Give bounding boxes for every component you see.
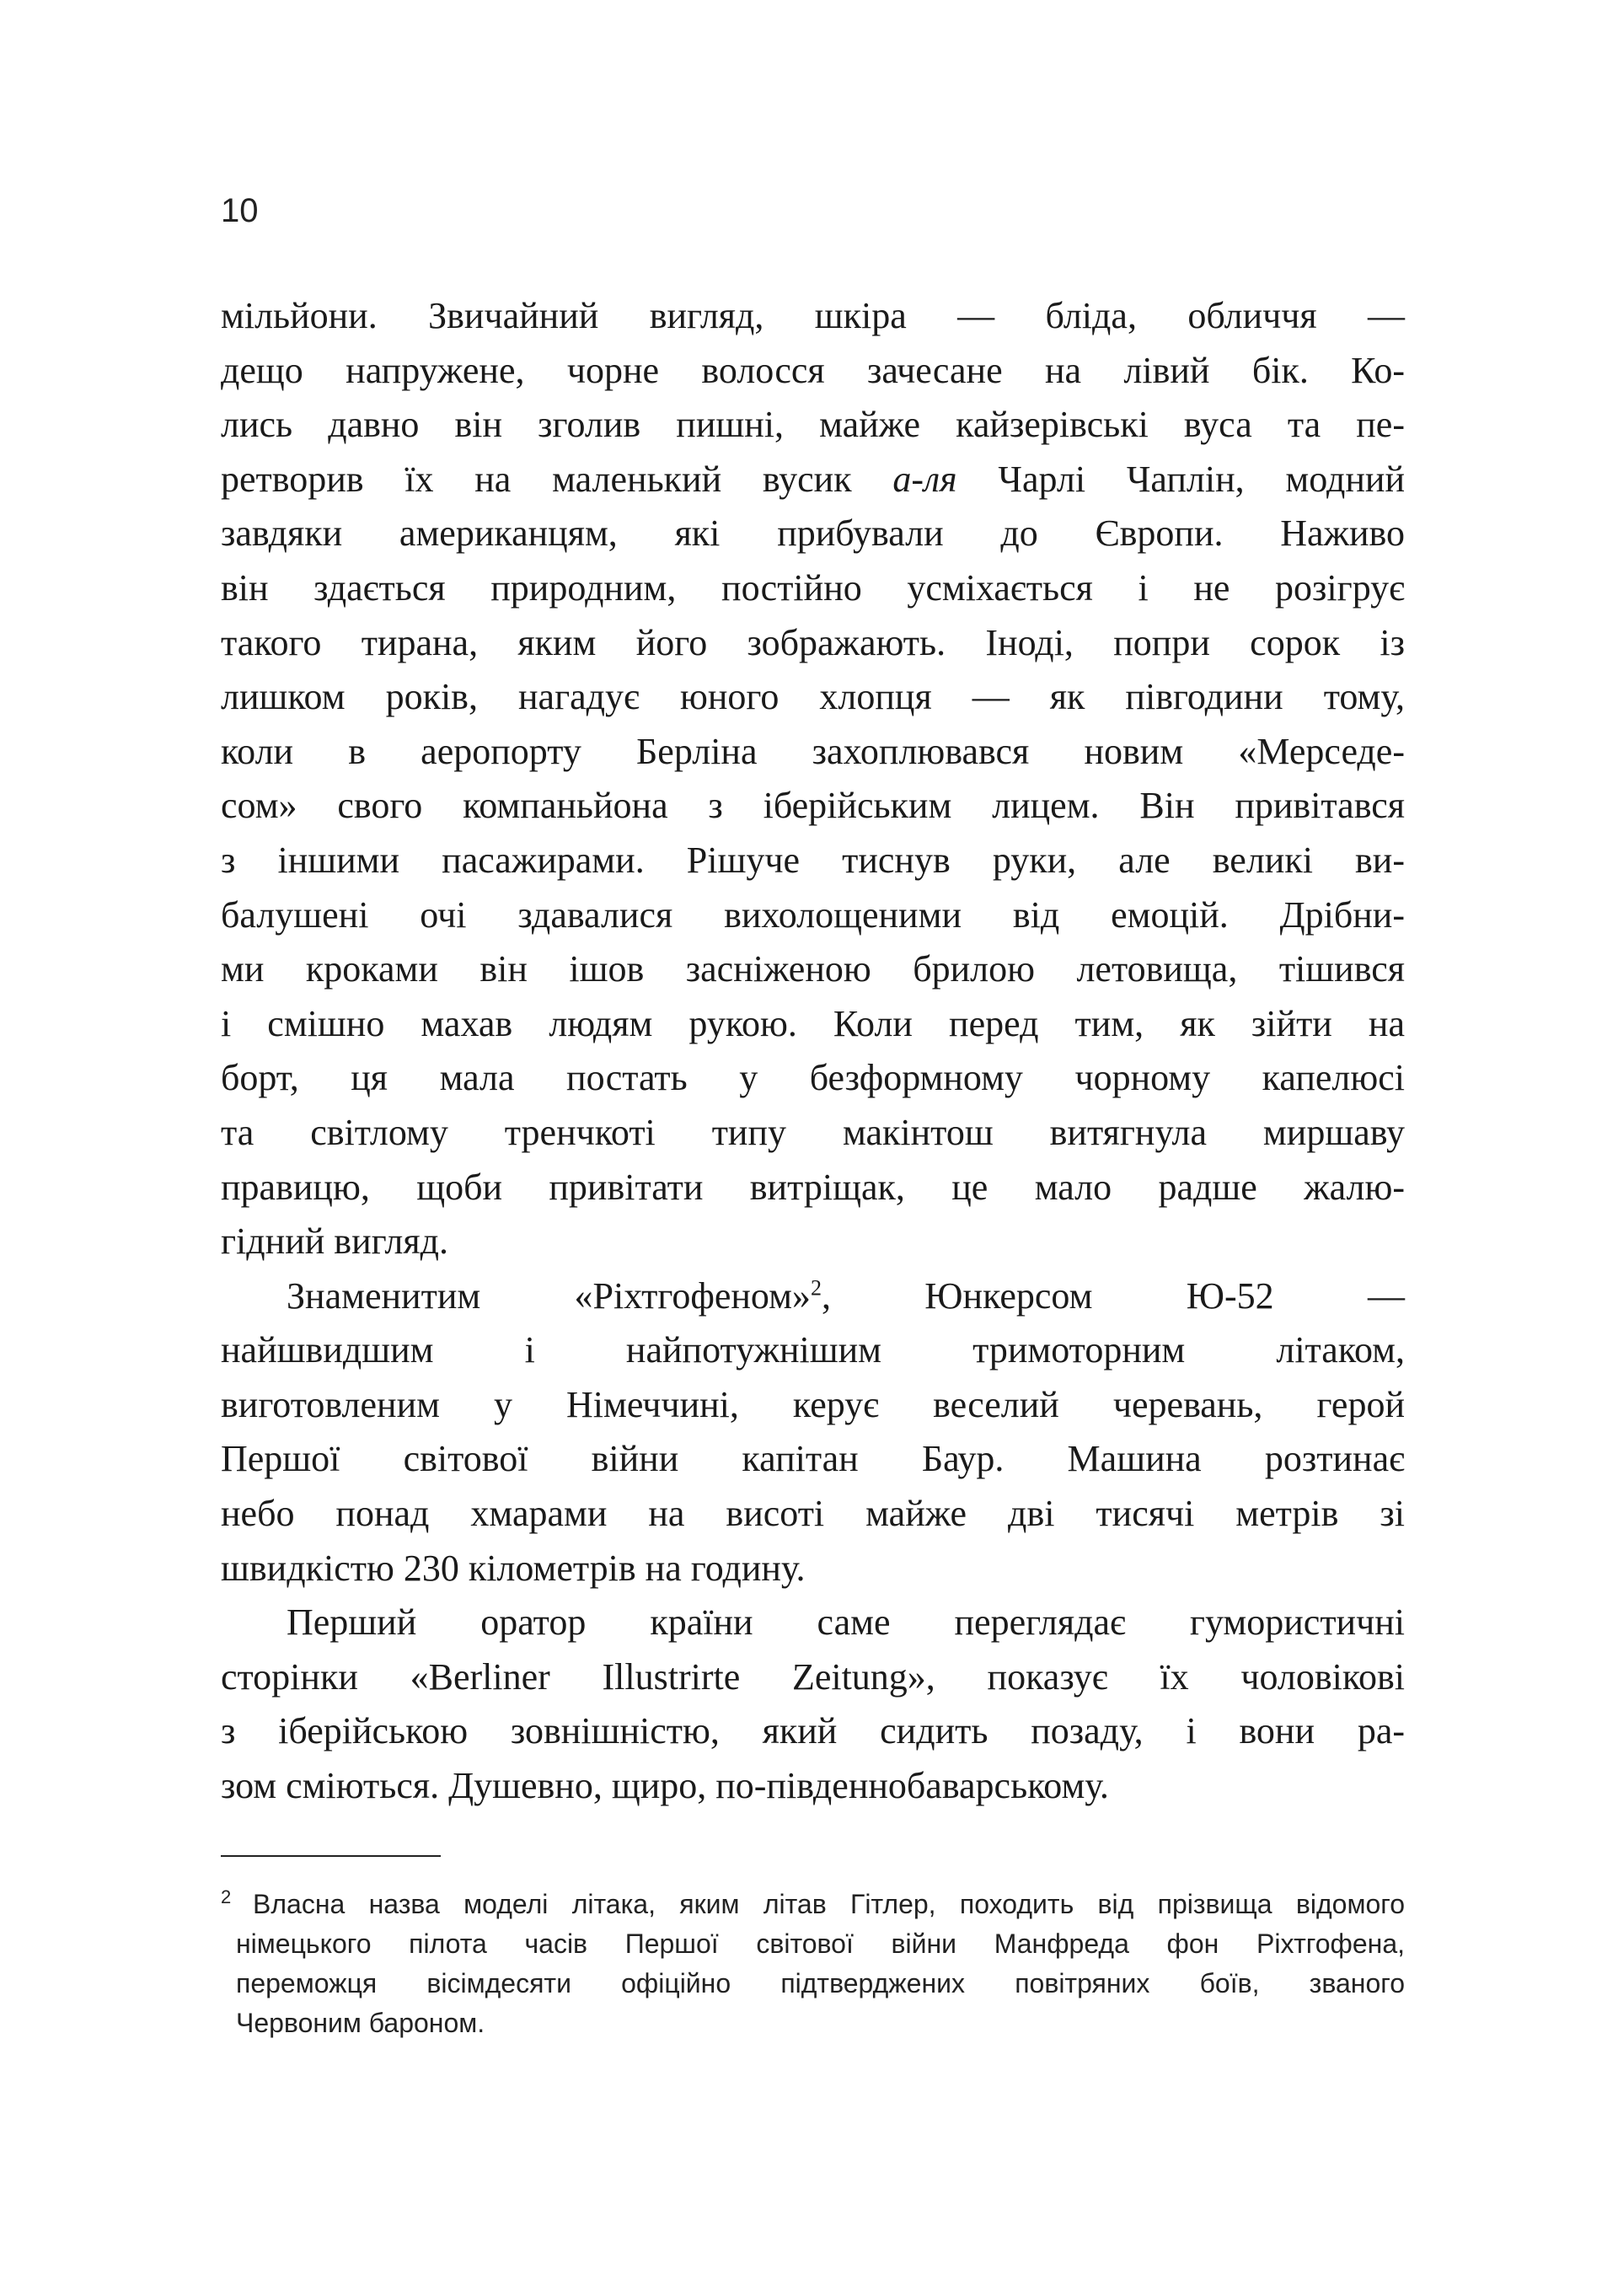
text-line bbox=[221, 1378, 1405, 1433]
text-line bbox=[221, 1323, 1405, 1378]
footnote-text: Червоним бароном. bbox=[236, 2008, 485, 2038]
page-number: 10 bbox=[221, 192, 259, 229]
text-segment: дещо напружене, чорне волосся зачесане на лівий бік. Ко- bbox=[221, 349, 1405, 391]
text-segment: Знаменитим «Ріхтгофеном» bbox=[287, 1274, 811, 1317]
text-segment: з іншими пасажирами. Рішуче тиснув руки, але великі ви- bbox=[221, 839, 1405, 881]
text-line bbox=[221, 888, 1405, 943]
text-line bbox=[221, 779, 1405, 834]
text-segment: , Юнкерсом Ю-52 — bbox=[821, 1274, 1405, 1317]
text-segment: з іберійською зовнішністю, який сидить позаду, і вони ра- bbox=[221, 1710, 1405, 1752]
text-line bbox=[221, 1542, 1405, 1596]
text-segment: ми кроками він ішов засніженою брилою летовища, тішився bbox=[221, 948, 1405, 990]
text-segment: ретворив їх на маленький вусик bbox=[221, 458, 893, 500]
body-text bbox=[221, 289, 1405, 1814]
text-segment: зом сміються. Душевно, щиро, по-південнобаварському. bbox=[221, 1765, 1109, 1807]
text-segment: балушені очі здавалися вихолощеними від емоцій. Дрібни- bbox=[221, 893, 1405, 936]
text-segment: небо понад хмарами на висоті майже дві тисячі метрів зі bbox=[221, 1493, 1405, 1535]
text-segment: завдяки американцям, які прибували до Європи. Наживо bbox=[221, 512, 1405, 555]
text-line bbox=[221, 725, 1405, 780]
text-line bbox=[221, 670, 1405, 725]
text-segment: такого тирана, яким його зображають. Іноді, попри сорок із bbox=[221, 621, 1405, 663]
footnote-number: 2 bbox=[221, 1886, 232, 1907]
text-line bbox=[221, 1487, 1405, 1542]
footnote bbox=[221, 1885, 1405, 2043]
text-line bbox=[221, 942, 1405, 997]
footnote-line bbox=[221, 1924, 1405, 1964]
footnote-text: переможця вісімдесяти офіційно підтверджених повітряних боїв, званого bbox=[236, 1968, 1405, 1998]
text-line bbox=[221, 453, 1405, 507]
text-line bbox=[221, 398, 1405, 453]
text-line bbox=[221, 834, 1405, 888]
text-line bbox=[221, 1215, 1405, 1269]
text-line bbox=[221, 1650, 1405, 1705]
text-segment: він здається природним, постійно усміхається і не розігрує bbox=[221, 566, 1405, 609]
text-line bbox=[221, 561, 1405, 616]
text-segment: борт, ця мала постать у безформному чорному капелюсі bbox=[221, 1057, 1405, 1099]
text-segment: лись давно він зголив пишні, майже кайзерівські вуса та пе- bbox=[221, 404, 1405, 446]
footnote-line bbox=[221, 1885, 1405, 1924]
text-line bbox=[221, 1051, 1405, 1106]
text-line bbox=[221, 289, 1405, 344]
text-line bbox=[221, 1432, 1405, 1487]
text-segment: швидкістю 230 кілометрів на годину. bbox=[221, 1547, 806, 1589]
text-segment: найшвидшим і найпотужнішим тримоторним літаком, bbox=[221, 1329, 1405, 1371]
text-line bbox=[221, 1161, 1405, 1215]
text-segment: коли в аеропорту Берліна захоплювався новим «Мерседе- bbox=[221, 730, 1405, 772]
text-segment: Перший оратор країни саме переглядає гумористичні bbox=[287, 1601, 1405, 1644]
text-segment: Чарлі Чаплін, модний bbox=[956, 458, 1406, 500]
text-segment: сторінки «Berliner Illustrirte Zeitung», показує їх чоловікові bbox=[221, 1655, 1405, 1698]
text-segment: лишком років, нагадує юного хлопця — як півгодини тому, bbox=[221, 676, 1405, 718]
footnote-separator bbox=[221, 1855, 441, 1857]
text-line bbox=[221, 1106, 1405, 1161]
text-segment: мільйони. Звичайний вигляд, шкіра — бліда, обличчя — bbox=[221, 295, 1405, 336]
text-line bbox=[221, 1596, 1405, 1650]
footnote-text: Власна назва моделі літака, яким літав Гітлер, походить від прізвища відомого bbox=[253, 1889, 1405, 1919]
text-segment: правицю, щоби привітати витріщак, це мало радше жалю- bbox=[221, 1166, 1405, 1208]
text-line bbox=[221, 616, 1405, 671]
text-line bbox=[221, 344, 1405, 399]
text-segment: Першої світової війни капітан Баур. Машина розтинає bbox=[221, 1438, 1405, 1480]
text-segment: та світлому тренчкоті типу макінтош витягнула миршаву bbox=[221, 1111, 1405, 1153]
footnote-reference: 2 bbox=[810, 1275, 822, 1301]
text-segment: а-ля bbox=[892, 458, 957, 500]
footnote-text: німецького пілота часів Першої світової війни Манфреда фон Ріхтгофена, bbox=[236, 1929, 1405, 1959]
text-segment: гідний вигляд. bbox=[221, 1220, 449, 1263]
text-line bbox=[221, 507, 1405, 561]
text-line bbox=[221, 1704, 1405, 1759]
text-line bbox=[221, 1759, 1405, 1814]
text-segment: виготовленим у Німеччині, керує веселий черевань, герой bbox=[221, 1383, 1405, 1425]
footnote-line bbox=[221, 1964, 1405, 2004]
text-segment: і смішно махав людям рукою. Коли перед тим, як зійти на bbox=[221, 1002, 1405, 1044]
text-line bbox=[221, 1269, 1405, 1324]
text-segment: сом» свого компаньйона з іберійським лицем. Він привітався bbox=[221, 785, 1405, 827]
footnote-line bbox=[221, 2004, 1405, 2043]
text-line bbox=[221, 997, 1405, 1052]
